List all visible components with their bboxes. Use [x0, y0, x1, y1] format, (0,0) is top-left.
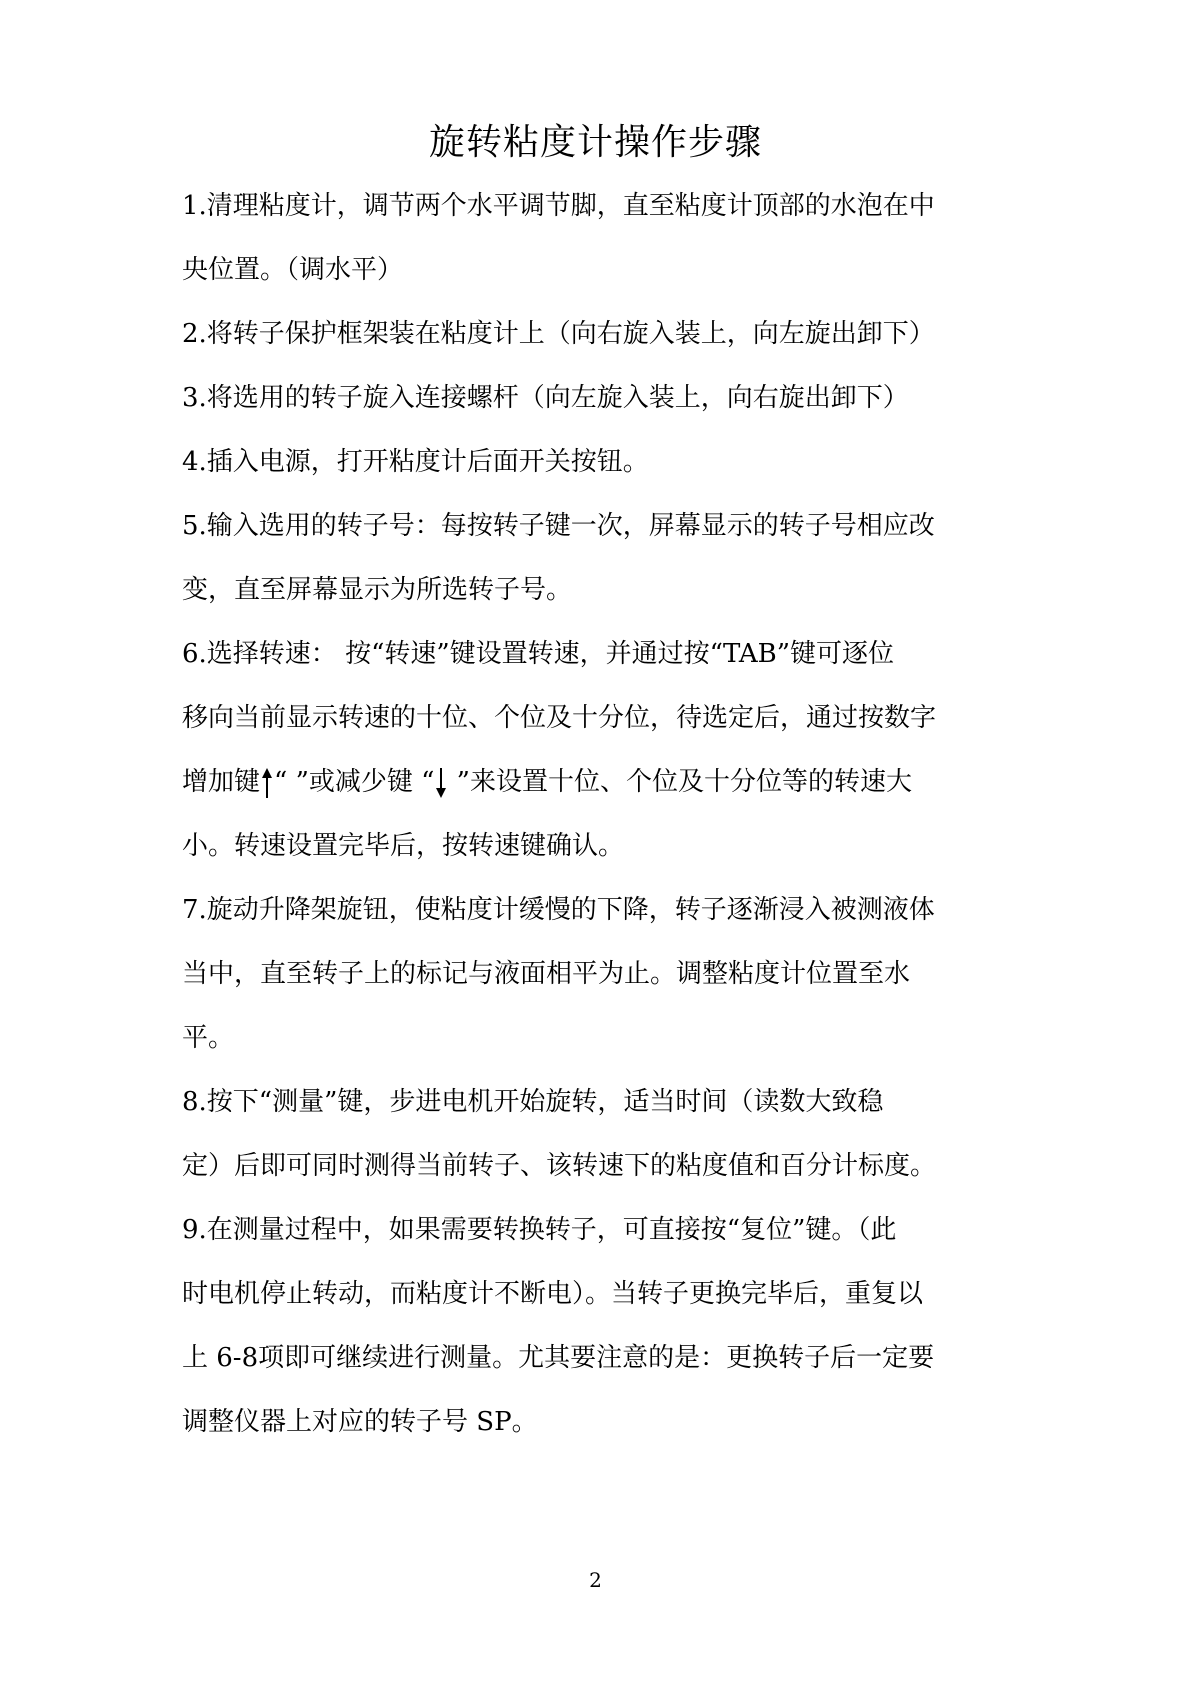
- text-line-19: 上 6-8项即可继续进行测量。尤其要注意的是：更换转子后一定要: [182, 1343, 935, 1373]
- page-number: 2: [589, 1568, 602, 1592]
- text-line-7: 变，直至屏幕显示为所选转子号。: [182, 575, 573, 605]
- page-title: 旋转粘度计操作步骤: [428, 122, 762, 163]
- text-line-11: 小。转速设置完毕后，按转速键确认。: [182, 831, 625, 861]
- text-line-5: 4.插入电源，打开粘度计后面开关按钮。: [182, 447, 649, 477]
- text-line-16: 定）后即可同时测得当前转子、该转速下的粘度值和百分计标度。: [182, 1151, 937, 1181]
- text-line-14: 平。: [182, 1023, 235, 1053]
- text-line-20: 调整仪器上对应的转子号 SP。: [182, 1407, 538, 1437]
- up-arrow-icon: [260, 766, 274, 800]
- text-line-12: 7.旋动升降架旋钮，使粘度计缓慢的下降，转子逐渐浸入被测液体: [182, 895, 935, 925]
- text-line-10-part-2: “ ”或减少键 “: [274, 767, 435, 797]
- text-line-3: 2.将转子保护框架装在粘度计上（向右旋入装上，向左旋出卸下）: [182, 319, 935, 349]
- text-line-18: 时电机停止转动，而粘度计不断电）。当转子更换完毕后，重复以: [182, 1279, 924, 1309]
- text-line-15: 8.按下“测量”键，步进电机开始旋转，适当时间（读数大致稳: [182, 1087, 884, 1117]
- text-line-8: 6.选择转速： 按“转速”键设置转速，并通过按“TAB”键可逐位: [182, 639, 895, 669]
- text-line-9: 移向当前显示转速的十位、个位及十分位，待选定后，通过按数字: [182, 703, 937, 733]
- text-line-13: 当中，直至转子上的标记与液面相平为止。调整粘度计位置至水: [182, 959, 911, 989]
- text-line-1: 1.清理粘度计，调节两个水平调节脚，直至粘度计顶部的水泡在中: [182, 191, 935, 221]
- text-line-6: 5.输入选用的转子号：每按转子键一次，屏幕显示的转子号相应改: [182, 511, 935, 541]
- text-line-17: 9.在测量过程中，如果需要转换转子，可直接按“复位”键。（此: [182, 1215, 897, 1245]
- text-line-10: [182, 762, 912, 802]
- text-line-2: 央位置。（调水平）: [182, 255, 404, 285]
- text-line-10-part-3: ”来设置十位、个位及十分位等的转速大: [448, 767, 912, 797]
- down-arrow-icon: [434, 766, 448, 800]
- text-line-4: 3.将选用的转子旋入连接螺杆（向左旋入装上，向右旋出卸下）: [182, 383, 909, 413]
- text-line-10-part-1: 增加键: [182, 767, 261, 797]
